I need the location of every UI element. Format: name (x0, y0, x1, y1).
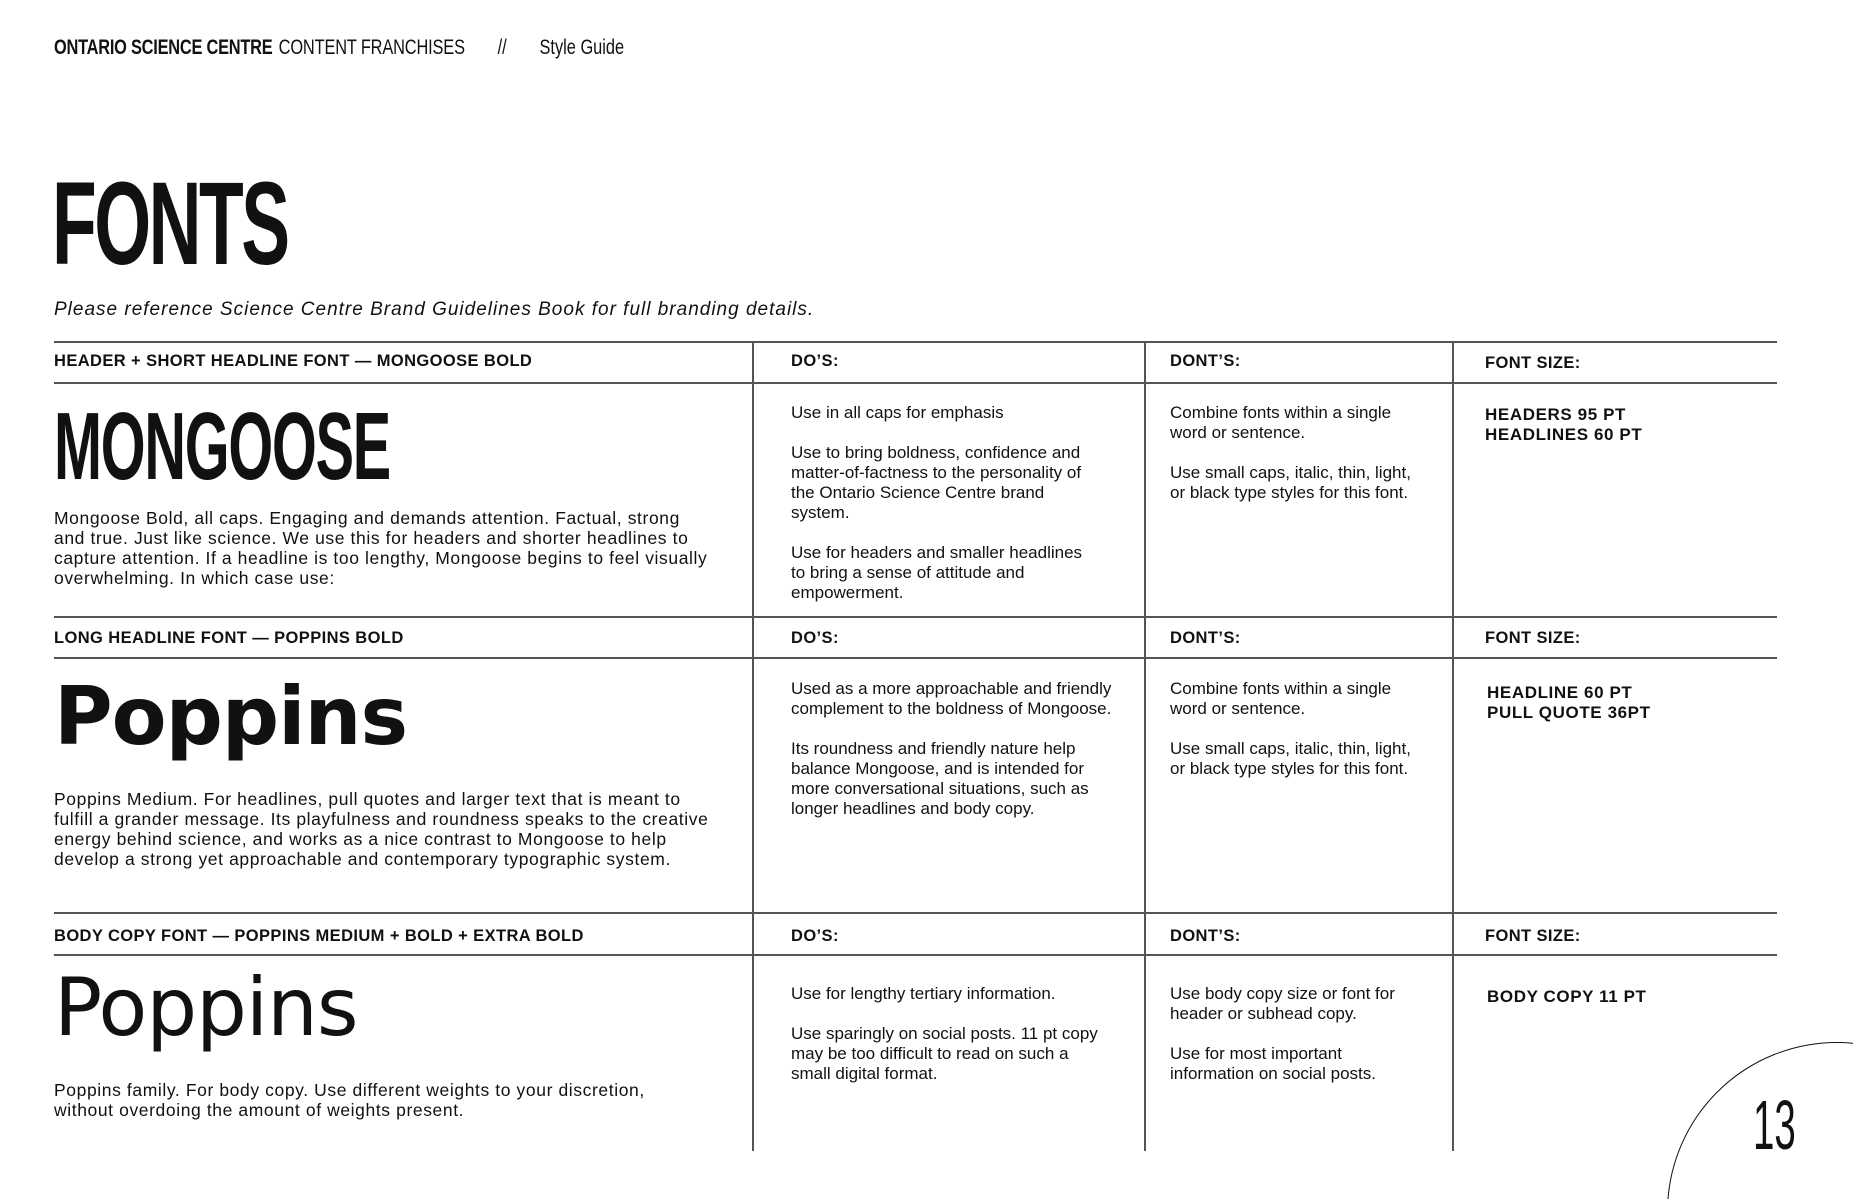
font-sample-mongoose: MONGOOSE (54, 393, 391, 500)
column-divider (1144, 341, 1146, 1151)
dos-item: Used as a more approachable and friendly complement to the boldness of Mongoose. (791, 679, 1112, 718)
page-number: 13 (1753, 1086, 1796, 1164)
page-title: FONTS (52, 158, 288, 290)
donts-list (1170, 984, 1430, 1104)
font-description: Poppins Medium. For headlines, pull quotes and larger text that is meant to fulfill a grander message. Its playfulness and roundness speaks to the creative energy behind science, and works as a nice contrast to Mongoose to help develop a strong yet approachable and contemporary typographic system. (54, 789, 709, 869)
font-sample-poppins-bold: Poppins (54, 670, 408, 763)
top-header (54, 33, 624, 63)
table-divider (54, 954, 1777, 956)
dos-list (791, 403, 1091, 623)
donts-item: Use body copy size or font for header or subhead copy. (1170, 984, 1395, 1023)
dos-item: Use sparingly on social posts. 11 pt copy may be too difficult to read on such a small digital format. (791, 1024, 1098, 1083)
font-size-values (1485, 405, 1642, 445)
dos-item: Use for headers and smaller headlines to bring a sense of attitude and empowerment. (791, 543, 1083, 602)
donts-list (1170, 403, 1430, 523)
font-size-header: FONT SIZE: (1485, 629, 1581, 647)
column-divider (752, 341, 754, 1151)
donts-header: DONT’S: (1170, 927, 1241, 945)
table-divider (54, 657, 1777, 659)
donts-header: DONT’S: (1170, 629, 1241, 647)
font-size-header: FONT SIZE: (1485, 927, 1581, 945)
font-size-values (1487, 683, 1651, 723)
table-divider (54, 341, 1777, 343)
dos-item: Its roundness and friendly nature help balance Mongoose, and is intended for more conversational situations, such as longer headlines and body copy. (791, 739, 1089, 818)
font-size-value: HEADLINE 60 PT (1487, 683, 1633, 702)
donts-list (1170, 679, 1430, 799)
font-size-values (1487, 987, 1647, 1007)
brand-name: ONTARIO SCIENCE CENTRE (54, 36, 273, 59)
row-label: BODY COPY FONT — POPPINS MEDIUM + BOLD + EXTRA BOLD (54, 927, 584, 945)
header-subtitle: CONTENT FRANCHISES (278, 36, 465, 59)
column-divider (1452, 341, 1454, 1151)
dos-header: DO’S: (791, 352, 839, 370)
donts-item: Use small caps, italic, thin, light, or black type styles for this font. (1170, 739, 1411, 778)
dos-item: Use to bring boldness, confidence and matter-of-factness to the personality of the Ontario Science Centre brand system. (791, 443, 1082, 522)
row-label: LONG HEADLINE FONT — POPPINS BOLD (54, 629, 404, 647)
header-separator: // (497, 36, 507, 59)
donts-item: Combine fonts within a single word or sentence. (1170, 679, 1392, 718)
font-size-value: HEADERS 95 PT (1485, 405, 1627, 424)
dos-list (791, 984, 1111, 1104)
dos-item: Use in all caps for emphasis (791, 403, 1004, 422)
dos-header: DO’S: (791, 629, 839, 647)
intro-text: Please reference Science Centre Brand Guidelines Book for full branding details. (54, 299, 815, 320)
font-sample-poppins-regular: Poppins (54, 961, 358, 1054)
row-label: HEADER + SHORT HEADLINE FONT — MONGOOSE BOLD (54, 352, 533, 370)
font-size-value: HEADLINES 60 PT (1485, 425, 1643, 444)
table-divider (54, 912, 1777, 914)
donts-item: Combine fonts within a single word or sentence. (1170, 403, 1392, 442)
table-divider (54, 382, 1777, 384)
font-size-value: PULL QUOTE 36PT (1487, 703, 1651, 722)
dos-header: DO’S: (791, 927, 839, 945)
font-description: Mongoose Bold, all caps. Engaging and demands attention. Factual, strong and true. Just like science. We use this for headers and shorter headlines to capture attention. If a headline is too lengthy, Mongoose begins to feel visually overwhelming. In which case use: (54, 508, 708, 588)
header-section: Style Guide (539, 36, 625, 59)
donts-item: Use small caps, italic, thin, light, or black type styles for this font. (1170, 463, 1411, 502)
donts-item: Use for most important information on social posts. (1170, 1044, 1376, 1083)
dos-list (791, 679, 1121, 839)
donts-header: DONT’S: (1170, 352, 1241, 370)
dos-item: Use for lengthy tertiary information. (791, 984, 1056, 1003)
font-description: Poppins family. For body copy. Use different weights to your discretion, without overdoing the amount of weights present. (54, 1080, 645, 1120)
font-size-value: BODY COPY 11 PT (1487, 987, 1647, 1006)
font-size-header: FONT SIZE: (1485, 354, 1581, 372)
